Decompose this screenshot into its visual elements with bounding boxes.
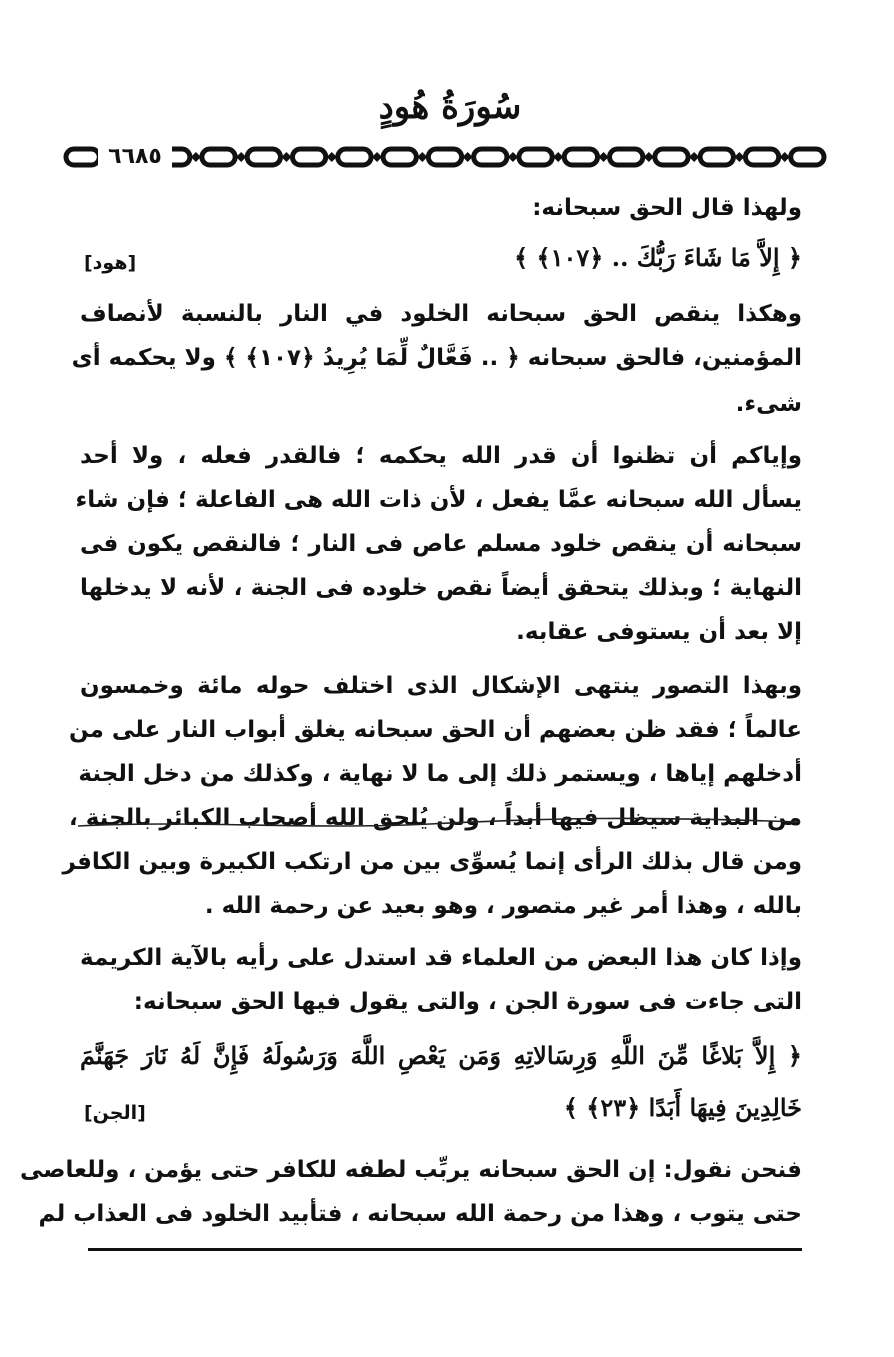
chain-diamond xyxy=(508,152,518,162)
chain-link xyxy=(292,149,325,165)
chain-diamond xyxy=(236,152,246,162)
quran-verse-line: خَالِدِينَ فِيهَا أَبَدًا ﴿٢٣﴾ ﴾ xyxy=(563,1093,802,1122)
text-line: أدخلهم إياها ، ويستمر ذلك إلى ما لا نهاية ، وكذلك من دخل الجنة xyxy=(78,761,802,787)
chain-diamond xyxy=(553,152,563,162)
chain-link xyxy=(700,149,733,165)
text-line: وبهذا التصور ينتهى الإشكال الذى اختلف حوله مائة وخمسون xyxy=(80,673,802,699)
quran-verse-line: ﴿ إِلاَّ مَا شَاءَ رَبُّكَ .. ﴿١٠٧﴾ ﴾ xyxy=(514,243,802,272)
text-line: ومن قال بذلك الرأى إنما يُسوِّى بين من ارتكب الكبيرة وبين الكافر xyxy=(62,849,802,875)
text-line: المؤمنين، فالحق سبحانه ﴿ .. فَعَّالٌ لِّمَا يُرِيدُ ﴿١٠٧﴾ ﴾ ولا يحكمه أى xyxy=(71,345,802,371)
chain-diamond xyxy=(372,152,382,162)
ornamental-chain-border xyxy=(60,142,830,172)
text-line: شىء. xyxy=(735,391,802,417)
chain-link xyxy=(247,149,280,165)
reference-jinn: [الجن] xyxy=(84,1102,146,1124)
chain-link xyxy=(610,149,643,165)
text-line: فنحن نقول: إن الحق سبحانه يربِّب لطفه للكافر حتى يؤمن ، وللعاصى xyxy=(20,1157,802,1183)
chain-link xyxy=(474,149,507,165)
chain-diamond xyxy=(417,152,427,162)
chain-diamond xyxy=(281,152,291,162)
chain-link xyxy=(428,149,461,165)
bottom-rule xyxy=(88,1248,802,1251)
surah-title: سُورَةُ هُودٍ xyxy=(378,87,522,127)
handwritten-underline xyxy=(70,808,810,832)
chain-diamond xyxy=(689,152,699,162)
chain-diamond xyxy=(599,152,609,162)
text-line: إلا بعد أن يستوفى عقابه. xyxy=(516,619,802,645)
chain-link xyxy=(383,149,416,165)
text-line: سبحانه أن ينقص خلود مسلم عاص فى النار ؛ فالنقص يكون فى xyxy=(80,531,802,557)
text-line: بالله ، وهذا أمر غير متصور ، وهو بعيد عن رحمة الله . xyxy=(204,893,802,919)
text-line: وإذا كان هذا البعض من العلماء قد استدل على رأيه بالآية الكريمة xyxy=(80,945,802,971)
chain-diamond xyxy=(780,152,790,162)
chain-link xyxy=(564,149,597,165)
chain-link xyxy=(655,149,688,165)
chain-diamond xyxy=(644,152,654,162)
chain-link xyxy=(202,149,235,165)
quran-verse-line: ﴿ إِلاَّ بَلاغًا مِّنَ اللَّهِ وَرِسَالاتِهِ وَمَن يَعْصِ اللَّهَ وَرَسُولَهُ فَإِنَّ لَهُ نَارَ جَهَنَّمَ xyxy=(80,1041,802,1070)
text-line: من البداية سيظل فيها أبداً ، ولن يُلحق الله أصحاب الكبائر بالجنة ، xyxy=(68,805,802,831)
chain-diamond xyxy=(191,152,201,162)
chain-link xyxy=(791,149,824,165)
chain-link xyxy=(745,149,778,165)
text-line: التى جاءت فى سورة الجن ، والتى يقول فيها الحق سبحانه: xyxy=(133,989,802,1015)
reference-hud: [هود] xyxy=(84,252,137,274)
chain-diamond xyxy=(463,152,473,162)
chain-link xyxy=(66,149,99,165)
text-line: يسأل الله سبحانه عمَّا يفعل ، لأن ذات الله هى الفاعلة ؛ فإن شاء xyxy=(75,487,802,513)
chain-diamond xyxy=(734,152,744,162)
text-line: حتى يتوب ، وهذا من رحمة الله سبحانه ، فتأبيد الخلود فى العذاب لم xyxy=(38,1201,802,1227)
chain-link xyxy=(519,149,552,165)
text-line: وإياكم أن تظنوا أن قدر الله يحكمه ؛ فالقدر فعله ، ولا أحد xyxy=(80,443,802,469)
text-line: وهكذا ينقص الحق سبحانه الخلود في النار بالنسبة لأنصاف xyxy=(80,301,802,327)
chain-diamond xyxy=(327,152,337,162)
chain-link xyxy=(338,149,371,165)
page-number: ٦٦٨٥ xyxy=(98,143,172,171)
text-line: النهاية ؛ وبذلك يتحقق أيضاً نقص خلوده فى الجنة ، لأنه لا يدخلها xyxy=(80,575,802,601)
text-line: عالماً ؛ فقد ظن بعضهم أن الحق سبحانه يغلق أبواب النار على من xyxy=(68,717,802,743)
text-line: ولهذا قال الحق سبحانه: xyxy=(532,195,802,221)
